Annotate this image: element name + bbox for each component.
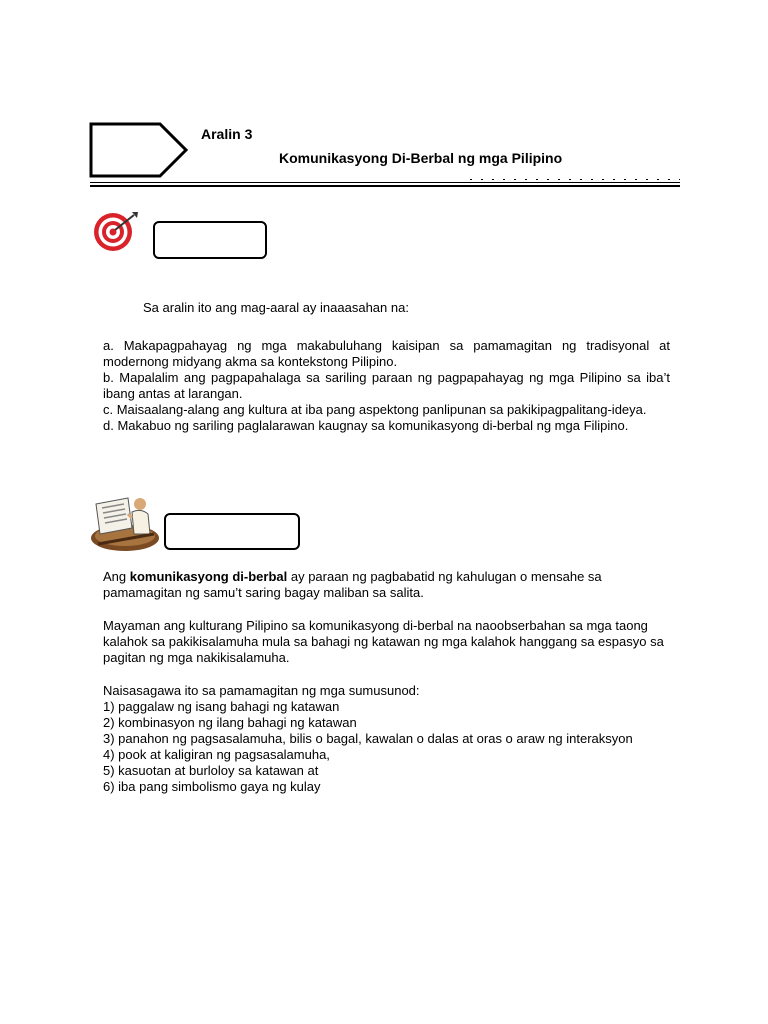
culture-paragraph: Mayaman ang kulturang Pilipino sa komunikasyong di-berbal na naoobserbahan sa mga taong kalahok sa pakikisalamuha mula sa bahagi ng katawan ng mga kalahok hanggang sa espasyo sa pagitan ng mga nakikisalamuha. <box>103 618 664 665</box>
objective-item: b. Mapalalim ang pagpapahalaga sa sariling paraan ng pagpapahayag ng mga Pilipino sa iba’t ibang antas at larangan. <box>103 370 670 401</box>
definition-paragraph <box>103 569 668 601</box>
newspaper-reader-icon <box>88 494 162 554</box>
objective-item: d. Makabuo ng sariling paglalarawan kaugnay sa komunikasyong di-berbal ng mga Filipino. <box>103 418 629 433</box>
lesson-title: Komunikasyong Di-Berbal ng mga Pilipino <box>279 150 563 166</box>
objective-item: c. Maisaalang-alang ang kultura at iba pang aspektong panlipunan sa pakikipagpalitang-ideya. <box>103 402 647 417</box>
header-thin-rule <box>90 182 680 183</box>
means-intro: Naisasagawa ito sa pamamagitan ng mga sumusunod: <box>103 683 420 698</box>
definition-rest: ay paraan ng pagbabatid ng kahulugan o mensahe sa pamamagitan ng samu’t saring bagay maliban sa salita. <box>103 569 602 600</box>
objectives-intro: Sa aralin ito ang mag-aaral ay inaaasahan na: <box>143 300 409 315</box>
means-item: 1) paggalaw ng isang bahagi ng katawan <box>103 699 340 714</box>
pentagon-arrow-icon <box>88 121 190 179</box>
objectives-label-box <box>153 221 267 259</box>
definition-term: komunikasyong di-berbal <box>129 569 288 584</box>
objective-item: a. Makapagpahayag ng mga makabuluhang kaisipan sa pamamagitan ng tradisyonal at modernong midyang akma sa kontekstong Pilipino. <box>103 338 670 369</box>
discussion-label-box <box>164 513 300 550</box>
header-dotted-rule <box>470 179 680 180</box>
means-item: 4) pook at kaligiran ng pagsasalamuha, <box>103 747 330 762</box>
header-thick-rule <box>90 185 680 187</box>
objectives-list <box>103 338 670 434</box>
lesson-number: Aralin 3 <box>201 126 253 142</box>
means-item: 6) iba pang simbolismo gaya ng kulay <box>103 779 321 794</box>
means-item: 2) kombinasyon ng ilang bahagi ng katawan <box>103 715 357 730</box>
means-list <box>103 683 663 795</box>
means-item: 5) kasuotan at burloloy sa katawan at <box>103 763 319 778</box>
target-icon <box>88 210 140 252</box>
means-item: 3) panahon ng pagsasalamuha, bilis o bagal, kawalan o dalas at oras o araw ng interaksyon <box>103 731 633 746</box>
definition-prefix: Ang <box>103 569 130 584</box>
